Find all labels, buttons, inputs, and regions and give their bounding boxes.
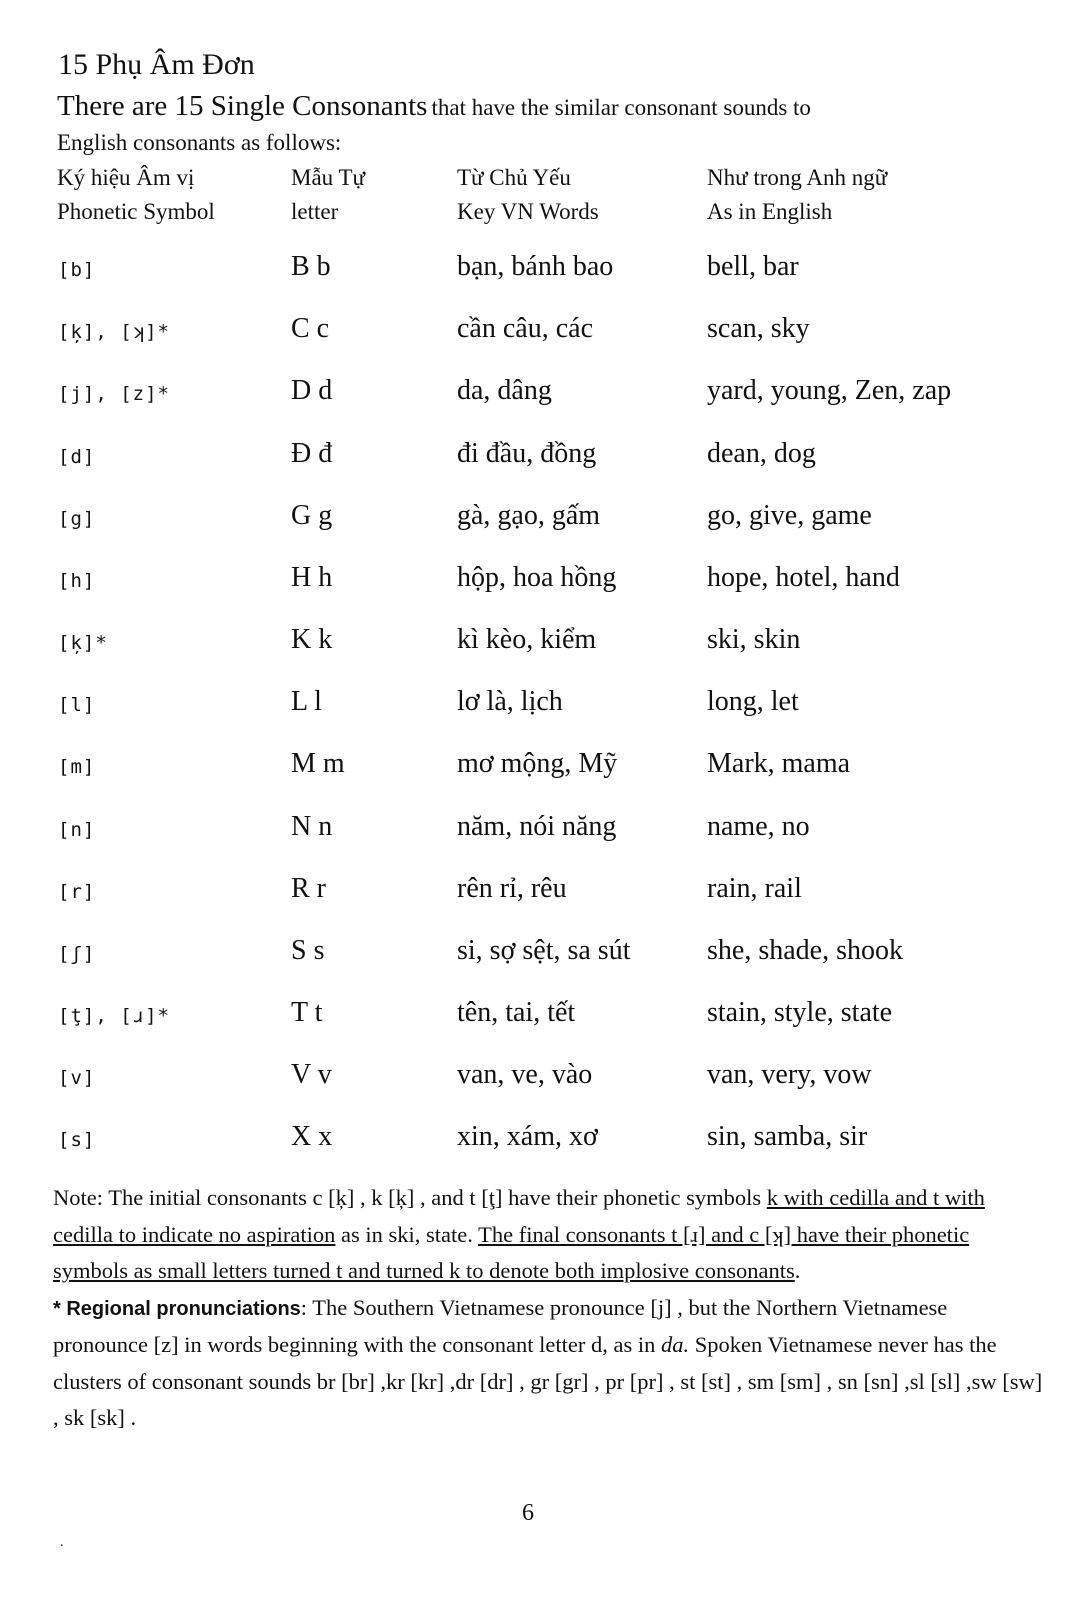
- regional-note: [53, 1290, 1043, 1437]
- note-italic-word: da.: [660, 1332, 690, 1357]
- letter: B b: [291, 251, 331, 282]
- note-text: .: [794, 1258, 801, 1283]
- header-col4-vn: Như trong Anh ngữ: [707, 165, 888, 190]
- letter: Đ đ: [291, 438, 333, 469]
- letter: T t: [291, 997, 323, 1028]
- en-words: long, let: [707, 686, 799, 717]
- vn-words: năm, nói năng: [457, 811, 617, 842]
- consonant-row: [0, 500, 1075, 540]
- phonetic-symbol: [l]: [58, 694, 96, 716]
- consonant-row: [0, 873, 1075, 913]
- letter: M m: [291, 748, 345, 779]
- letter: N n: [291, 811, 333, 842]
- page-title: 15 Phụ Âm Đơn: [58, 48, 255, 81]
- en-words: ski, skin: [707, 624, 801, 655]
- header-col2-vn: Mẫu Tự: [291, 165, 366, 190]
- vn-words: si, sợ sệt, sa sút: [457, 935, 631, 966]
- intro-line-1: [57, 90, 811, 123]
- consonant-row: [0, 624, 1075, 664]
- phonetic-symbol: [v]: [58, 1067, 96, 1089]
- letter: X x: [291, 1121, 333, 1152]
- header-col3-en: Key VN Words: [457, 199, 599, 224]
- consonant-row: [0, 686, 1075, 726]
- consonant-row: [0, 997, 1075, 1037]
- consonant-row: [0, 562, 1075, 602]
- intro-line-2: English consonants as follows:: [57, 130, 342, 155]
- consonant-row: [0, 313, 1075, 353]
- vn-words: van, ve, vào: [457, 1059, 593, 1090]
- vn-words: hộp, hoa hồng: [457, 562, 617, 593]
- vn-words: bạn, bánh bao: [457, 251, 614, 282]
- letter: S s: [291, 935, 325, 966]
- phonetic-symbol: [ķ]*: [58, 632, 108, 654]
- consonant-row: [0, 375, 1075, 415]
- vn-words: gà, gạo, gấm: [457, 500, 601, 531]
- phonetic-symbol: [r]: [58, 881, 96, 903]
- header-col2-en: letter: [291, 199, 339, 224]
- letter: K k: [291, 624, 333, 655]
- vn-words: mơ mộng, Mỹ: [457, 748, 618, 779]
- note-text: Note: The initial consonants c [ķ] , k [ķ] , and t [ţ] have their phonetic symbols: [53, 1185, 762, 1210]
- en-words: dean, dog: [707, 438, 816, 469]
- vn-words: rên rỉ, rêu: [457, 873, 567, 904]
- letter: R r: [291, 873, 326, 904]
- phonetic-symbol: [n]: [58, 819, 96, 841]
- letter: G g: [291, 500, 333, 531]
- intro-text: that have the similar consonant sounds to: [431, 95, 811, 120]
- phonetic-symbol: [h]: [58, 570, 96, 592]
- letter: V v: [291, 1059, 332, 1090]
- letter: C c: [291, 313, 330, 344]
- en-words: sin, samba, sir: [707, 1121, 868, 1152]
- header-col1-vn: Ký hiệu Âm vị: [57, 165, 195, 190]
- phonetic-symbol: [s]: [58, 1129, 96, 1151]
- en-words: van, very, vow: [707, 1059, 872, 1090]
- phonetic-symbol: [j], [z]*: [58, 383, 170, 405]
- vn-words: đi đầu, đồng: [457, 438, 597, 469]
- vn-words: kì kèo, kiểm: [457, 624, 597, 655]
- note-underlined-text: The final consonants t [ɹ] and c [ʞ] have their phonetic symbols as small letters turned t and turned k to denote both implosive consonants: [53, 1221, 970, 1283]
- phonetic-symbol: [b]: [58, 259, 96, 281]
- note-text: Spoken Vietnamese never has the clusters of consonant sounds br [br] ,kr [kr] ,dr [dr] , gr [gr] , pr [pr] , st [st] , sm [sm] , sn [sn] ,sl [sl] ,sw [sw] , sk [sk] .: [53, 1332, 1043, 1430]
- page-number: 6: [522, 1500, 534, 1526]
- en-words: name, no: [707, 811, 810, 842]
- note-text: : The Southern Vietnamese pronounce [j] , but the Northern Vietnamese pronounce [z] in words beginning with the consonant letter d, as in: [53, 1294, 948, 1357]
- en-words: she, shade, shook: [707, 935, 903, 966]
- consonant-row: [0, 251, 1075, 291]
- note-underlined-text: k with cedilla and t with cedilla to indicate no aspiration: [53, 1185, 985, 1247]
- phonetic-symbol: [g]: [58, 508, 96, 530]
- vn-words: xin, xám, xơ: [457, 1121, 598, 1152]
- en-words: yard, young, Zen, zap: [707, 375, 952, 406]
- corner-mark: .: [60, 1535, 64, 1550]
- regional-label: * Regional pronunciations: [53, 1297, 301, 1320]
- phonetic-symbol: [ţ], [ɹ]*: [58, 1005, 170, 1027]
- en-words: stain, style, state: [707, 997, 893, 1028]
- consonant-row: [0, 1059, 1075, 1099]
- letter: L l: [291, 686, 322, 717]
- header-col3-vn: Từ Chủ Yếu: [457, 165, 571, 190]
- en-words: scan, sky: [707, 313, 810, 344]
- consonant-row: [0, 1121, 1075, 1161]
- letter: D d: [291, 375, 333, 406]
- consonant-row: [0, 811, 1075, 851]
- phonetic-symbol: [ʃ]: [58, 943, 96, 965]
- phonetic-symbol: [d]: [58, 446, 96, 468]
- note-text: as in ski, state.: [335, 1221, 479, 1247]
- en-words: go, give, game: [707, 500, 872, 531]
- en-words: Mark, mama: [707, 748, 851, 779]
- en-words: hope, hotel, hand: [707, 562, 900, 593]
- phonetic-symbol: [m]: [58, 756, 96, 778]
- letter: H h: [291, 562, 333, 593]
- vn-words: lơ là, lịch: [457, 686, 563, 717]
- header-col4-en: As in English: [707, 199, 833, 224]
- en-words: bell, bar: [707, 251, 799, 282]
- notes-section: [53, 1180, 1043, 1437]
- consonant-row: [0, 935, 1075, 975]
- consonant-row: [0, 748, 1075, 788]
- header-col1-en: Phonetic Symbol: [57, 199, 215, 224]
- phonetic-symbol: [ķ], [ʞ]*: [58, 321, 170, 343]
- aspiration-note: [53, 1180, 1043, 1290]
- vn-words: da, dâng: [457, 375, 552, 406]
- intro-heading: There are 15 Single Consonants: [57, 90, 428, 122]
- vn-words: tên, tai, tết: [457, 997, 576, 1028]
- consonant-row: [0, 438, 1075, 478]
- vn-words: cần câu, các: [457, 313, 593, 344]
- en-words: rain, rail: [707, 873, 802, 904]
